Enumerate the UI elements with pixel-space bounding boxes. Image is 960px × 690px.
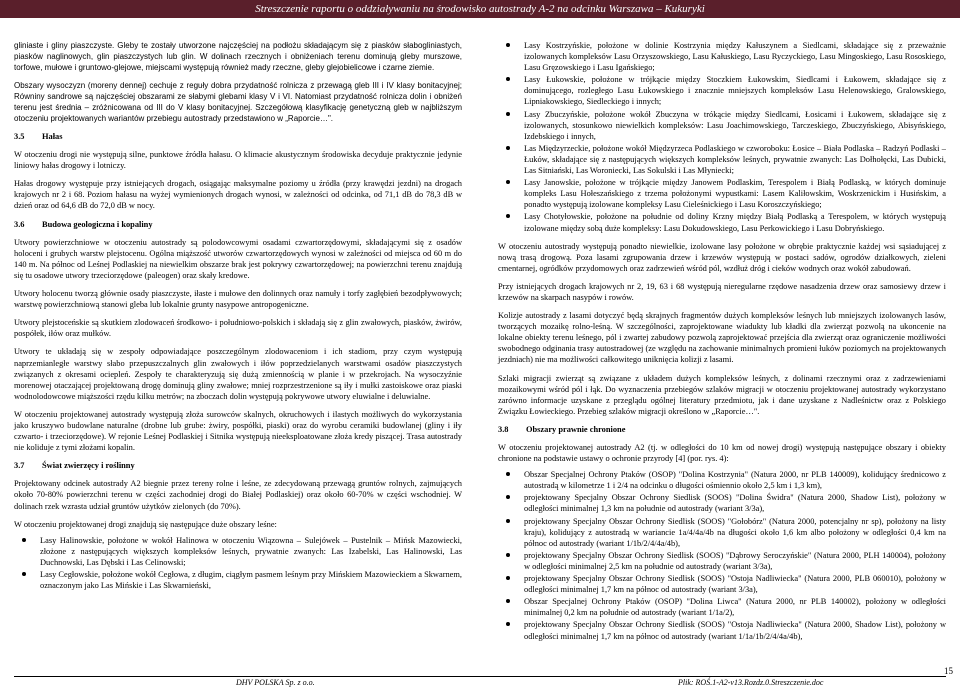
- list-item: Lasy Janowskie, położone w trójkącie między Janowem Podlaskim, Terespolem i Białą Podlaską, w których dominuje kompleks Lasu Hołeszańskiego z trzema położonymi wypustkami: Lasem Kaliłowskim, Woskrzenickim i Husińskim, a ponadto występują izolowane kompleksy Lasu Cieleśnickiego i Lasu Koroszczyńskiego;: [498, 177, 946, 210]
- paragraph-pleistocene: Utwory plejstoceńskie są skutkiem zlodowaceń środkowo- i południowo-polskich i składają się z glin zwałowych, piasków, żwirów, pospółek, iłów oraz mułków.: [14, 318, 462, 339]
- protected-areas-list: [498, 469, 946, 641]
- footer-company: DHV POLSKA Sp. z o.o.: [236, 678, 315, 687]
- list-item: Obszar Specjalnej Ochrony Ptaków (OSOP) "Dolina Kostrzynia" (Natura 2000, nr PLB 140009), kolidujący średnicowo z autostradą w kilometrze 1 i 2/4 na odcinku o długości ośmiennio około 2,5 km i 1,3 km),: [498, 469, 946, 491]
- list-item: projektowany Specjalny Obszar Ochrony Siedlisk (SOOS) "Ostoja Nadliwiecka" (Natura 2000, Shadow List), położony w odległości minimalnej 1,7 km na północ od autostrady (wariant 1/1a/1b/2/4/4a/4b),: [498, 619, 946, 641]
- paragraph-forests-intro: W otoczeniu projektowanej drogi znajdują się następujące duże obszary leśne:: [14, 519, 277, 529]
- paragraph-layers: Utwory te układają się w zespoły odpowiadające poszczególnym zlodowaceniom i ich stadiom, przy czym występują naprzemianległe warstwy słabo przepuszczalnych glin zwałowych i iłów poprzedzielanych warstwami osadów piaszczystych związanych z okresami ociepleń. Zespoły te charakteryzują się dużą zmiennością w planie i w przekrojach. Na wysoczyźnie morenowej otaczającej projektowaną drogę dominują gliny zwałowe; mniej rozprzestrzenione są iły i mułki zastoiskowe oraz piaski wodnolodowcowe miąższości rzędu kilku metrów; na zboczach dolin występują pokrywowe utwory eluwialne i deluwialne.: [14, 347, 462, 401]
- section-number: 3.7: [14, 461, 25, 471]
- paragraph-land-use: Projektowany odcinek autostrady A2 biegnie przez tereny rolne i leśne, ze zdecydowaną przewagą gruntów rolnych, zajmujących około 70-80% powierzchni terenu w części zachodniej drogi do Białej Podlaskiej) oraz około 60-70% w części wschodniej. W dolinach rzek wzrasta udział gruntów użytków zielonych (do 70%).: [14, 479, 462, 511]
- paragraph-noise-sources: W otoczeniu drogi nie występują silne, punktowe źródła hałasu. O klimacie akustycznym środowiska decyduje praktycznie jedynie liniowy hałas drogowy i lotniczy.: [14, 150, 462, 171]
- forest-list-right: [498, 40, 946, 234]
- paragraph-deposits: W otoczeniu projektowanej autostrady występują złoża surowców skalnych, okruchowych i ilastych możliwych do wykorzystania jako kruszywo budowlane naturalne (drobne lub grube: żwiry, pospółki, piaski) oraz do wyrobu ceramiki budowlanej (gliny i iły czwarto- i trzeciorzędowe). W rejonie Leśnej Podlaskiej i Sitnika występują nieeksploatowane złoża kredy piszącej. Trasa autostrady nie koliduje z tymi złożami kopalin.: [14, 409, 462, 453]
- list-item: Lasy Kostrzyńskie, położone w dolinie Kostrzynia między Kałuszynem a Siedlcami, składające się z przeważnie izolowanych kompleksów Lasu Orzyszowskiego, Lasu Kałuskiego, Lasu Ryczyckiego, Lasu Mingoskiego, Lasu Rososkiego, Lasu Gręzowskiego i Lasu Igańskiego;: [498, 40, 946, 73]
- list-item: projektowany Specjalny Obszar Ochrony Siedlisk (SOOS) "Ostoja Nadliwiecka" (Natura 2000, PLB 060010), położony w odległości minimalnej 1,7 km na północ od autostrady (wariant 3/3a),: [498, 573, 946, 595]
- paragraph-roadside-trees: Przy istniejących drogach krajowych nr 2, 19, 63 i 68 występują nieregularne rzędowe nasadzenia drzew oraz samosiewy drzew i krzewów na skarpach nasypów i rowów.: [498, 281, 946, 302]
- footer-filename: Plik: ROŚ.1-A2-v13.Rozdz.0.Streszczenie.doc: [678, 678, 824, 687]
- section-title: Hałas: [42, 132, 63, 141]
- list-item: Lasy Halinowskie, położone w wokół Halinowa w otoczeniu Wiązowna – Sulejówek – Pustelnik – Mińsk Mazowiecki, złożone z następujących większych kompleksów leśnych, prywatnie zwanych: Las Izabelski, Las Halinowski, Las Duchnowski, Las Dębski i Las Celinowski;: [14, 535, 462, 568]
- paragraph-small-forests: W otoczeniu autostrady występują ponadto niewielkie, izolowane lasy położone w obrębie praktycznie każdej wsi sąsiadującej z nową trasą drogową. Poza lasami zgrupowania drzew i krzewów występują w postaci sadów, ogrodów działkowych, zieleni cmentarnej, ogródków przydomowych oraz zadrzewień wśród pól, wzdłuż dróg i cieków wodnych oraz wokół zabudowań.: [498, 241, 946, 273]
- section-heading-3-6: [14, 219, 462, 230]
- list-item: projektowany Specjalny Obszar Ochrony Siedlisk (SOOS) "Gołobórz" (Natura 2000, potencjalny nr sp), położony na listy kraju), kolidujący z autostradą w wariancie 1a/4/4a/4b na długości około 1,6 km albo położony w odległości 0,4 km na północ od autostrady (wariant 1/1b/2/4/4a/4b),: [498, 516, 946, 549]
- list-item: projektowany Specjalny Obszar Ochrony Siedlisk (SOOS) "Dolina Świdra" (Natura 2000, Shadow List), położony w odległości minimalnej 1,3 km na południe od autostrady (wariant 3/3a),: [498, 492, 946, 514]
- right-column: [498, 40, 946, 649]
- section-number: 3.5: [14, 132, 25, 141]
- footer-divider: [14, 676, 946, 677]
- list-item: Lasy Chotyłowskie, położone na południe od doliny Krzny między Białą Podlaską a Terespolem, w których występują izolowane między sobą duże kompleksy: Lasu Dokudowskiego, Lasu Perkowickiego i Lasu Dobryńskiego.: [498, 211, 946, 233]
- section-title: Obszary prawnie chronione: [526, 424, 626, 434]
- paragraph-soil-classes: Obszary wysoczyzn (moreny dennej) cechuje z reguły dobra przydatność rolnicza z przewagą gleb III i IV klasy bonitacyjnej; Równiny sandrowe są najczęściej obszarami ze słabymi glebami klasy V i VI. Natomiast przydatność rolnicza dolin i obniżeń terenu jest średnia – zróżnicowana od III do V klasy bonitacyjnej. Szczegółową klasyfikację genetyczną gleb w najbliższym otoczeniu projektowanych wariantów przebiegu autostrady przedstawiono w „Raporcie…".: [14, 81, 462, 123]
- section-title: Świat zwierzęcy i roślinny: [42, 461, 135, 471]
- list-item: projektowany Specjalny Obszar Ochrony Siedlisk (SOOS) "Dąbrowy Seroczyńskie" (Natura 2000, PLH 140004), położony w odległości minimalnej 2,5 km na południe od autostrady (wariant 3/3a),: [498, 550, 946, 572]
- page-number: 15: [944, 666, 953, 676]
- list-item: Las Międzyrzeckie, położone wokół Międzyrzeca Podlaskiego w czworoboku: Łosice – Biała Podlaska – Radzyń Podlaski – Łuków, składające się z następujących większych kompleksów leśnych, prywatnie zwanych: Las Dołhołęcki, Las Dubicki, Las Sitniański, Las Woroniecki, Las Sokulski i Las Młyniecki;: [498, 143, 946, 176]
- forest-list-left: [14, 535, 462, 591]
- document-header: [0, 0, 960, 18]
- header-title: Streszczenie raportu o oddziaływaniu na środowisko autostrady A-2 na odcinku Warszawa – Kukuryki: [255, 3, 705, 15]
- paragraph-soils: gliniaste i gliny piaszczyste. Gleby te zostały utworzone najczęściej na podłożu składającym się z piasków słabogliniastych, piasków naglinowych, glin piaszczystych lub glin. W dolinach rzecznych i obniżeniach terenu dominują gleby murszowe, torfowe, mułowe i gruntowo-glejowe, miejscami występują również mady rzeczne, gleby glejobielicowe i czarne ziemie.: [14, 41, 462, 72]
- section-title: Budowa geologiczna i kopaliny: [42, 219, 153, 229]
- paragraph-migration: Szlaki migracji zwierząt są związane z układem dużych kompleksów leśnych, z dolinami rzecznymi oraz z zadrzewieniami mozaikowymi wśród pól i łąk. Do wyznaczenia przebiegów szlaków migracji w otoczeniu projektowanej autostrady wykorzystano zarówno informacje uzyskane z przeglądu ogólnej literatury przedmiotu, jak i dane uzyskane z Nadleśnictw oraz z Polskiego Związku Łowieckiego. Przebieg szlaków migracji określono w „Raporcie…".: [498, 373, 946, 416]
- paragraph-surface-deposits: Utwory powierzchniowe w otoczeniu autostrady są polodowcowymi osadami czwartorzędowymi, składającymi się z osadów holoceni i grubych warstw plejstocenu. Ogólna miąższość utworów czwartorzędowych wynosi w zależności od miejsca od 60 m do 140 m. Na północ od Leśnej Podlaskiej na niewielkim obszarze brak jest pokrywy czwartorzędowej; na powierzchni terenu znajdują się tu osadowe utwory trzeciorzędowe (paleogen) oraz skały kredowe.: [14, 237, 462, 280]
- section-heading-3-5: [14, 131, 462, 142]
- paragraph-holocene: Utwory holocenu tworzą głównie osady piaszczyste, iłaste i mułowe den dolinnych oraz namuły i torfy zagłębień bezodpływowych; warstwę powierzchniową stanowi gleba lub lokalnie grunty nasypowe antropogeniczne.: [14, 289, 462, 310]
- section-heading-3-7: [14, 460, 462, 471]
- list-item: Obszar Specjalnej Ochrony Ptaków (OSOP) "Dolina Liwca" (Natura 2000, nr PLB 140002), położony w odległości minimalnej 0,2 km na południe od autostrady (wariant 1/1a/2),: [498, 596, 946, 618]
- paragraph-road-noise: Hałas drogowy występuje przy istniejących drogach, osiągając maksymalne poziomy u źródła (przy krawędzi jezdni) na drogach krajowych nr 2 i 68. Poziom hałasu na wyżej wymienionych drogach wynosi, w zależności od odcinka, od 71,1 dB do 78,3 dB w dzień oraz od 64,6 dB do 72,0 dB w nocy.: [14, 179, 462, 211]
- list-item: Lasy Łukowskie, położone w trójkącie między Stoczkiem Łukowskim, Siedlcami i Łukowem, składające się z dominującego, rozległego Lasu Łukowskiego i znacznie mniejszych kompleksów Lasu Helenowskiego, Gralowskiego, Lipniakowskiego, Siedleckiego i innych;: [498, 74, 946, 107]
- section-number: 3.8: [498, 424, 509, 434]
- left-column: [14, 40, 462, 598]
- list-item: Lasy Zbuczyńskie, położone wokół Zbuczyna w trókącie między Siedlcami, Łosicami i Łukowem, składające się z izolowanych, stosunkowo niewielkich kompleksów: Lasu Joachimowskiego, Tarczeskiego, Zbuczyńskiego, Abisyńskiego, Izdebskiego i innych,: [498, 109, 946, 142]
- paragraph-protected-intro: W otoczeniu projektowanej autostrady A2 (tj. w odległości do 10 km od nowej drogi) występują następujące obszary i obiekty chronione na podstawie ustawy o ochronie przyrody [4] (por. rys. 4):: [498, 443, 946, 464]
- list-item: Lasy Cegłowskie, położone wokół Cegłowa, z długim, ciągłym pasmem leśnym przy Mińskiem Mazowieckiem a Skwarnem, oznaczonym jako Las Mińskie i Las Skwarnieński,: [14, 569, 462, 591]
- section-heading-3-8: [498, 424, 946, 435]
- section-number: 3.6: [14, 219, 25, 229]
- paragraph-forest-collisions: Kolizje autostrady z lasami dotyczyć będą skrajnych fragmentów dużych kompleksów leśnych lub mniejszych izolowanych lasów, tworzących mozaikę rolno-leśną. W szczególności, zaprojektowane wiadukty lub kładki dla zwierząt pozwolą na ukoncenie na lokalne obiekty terenu leśnego, pól i zwartej zabudowy pozwolą zaprojektować przejścia dla zwierząt oraz ograniczenie możliwości swobodnego odginania trasy autostradowej (ze względu na zachowanie minimalnych promieni łuków poziomych na projektowanych jezdniach) nie ma możliwości całkowitego uniknięcia kolizji z lasami.: [498, 311, 946, 365]
